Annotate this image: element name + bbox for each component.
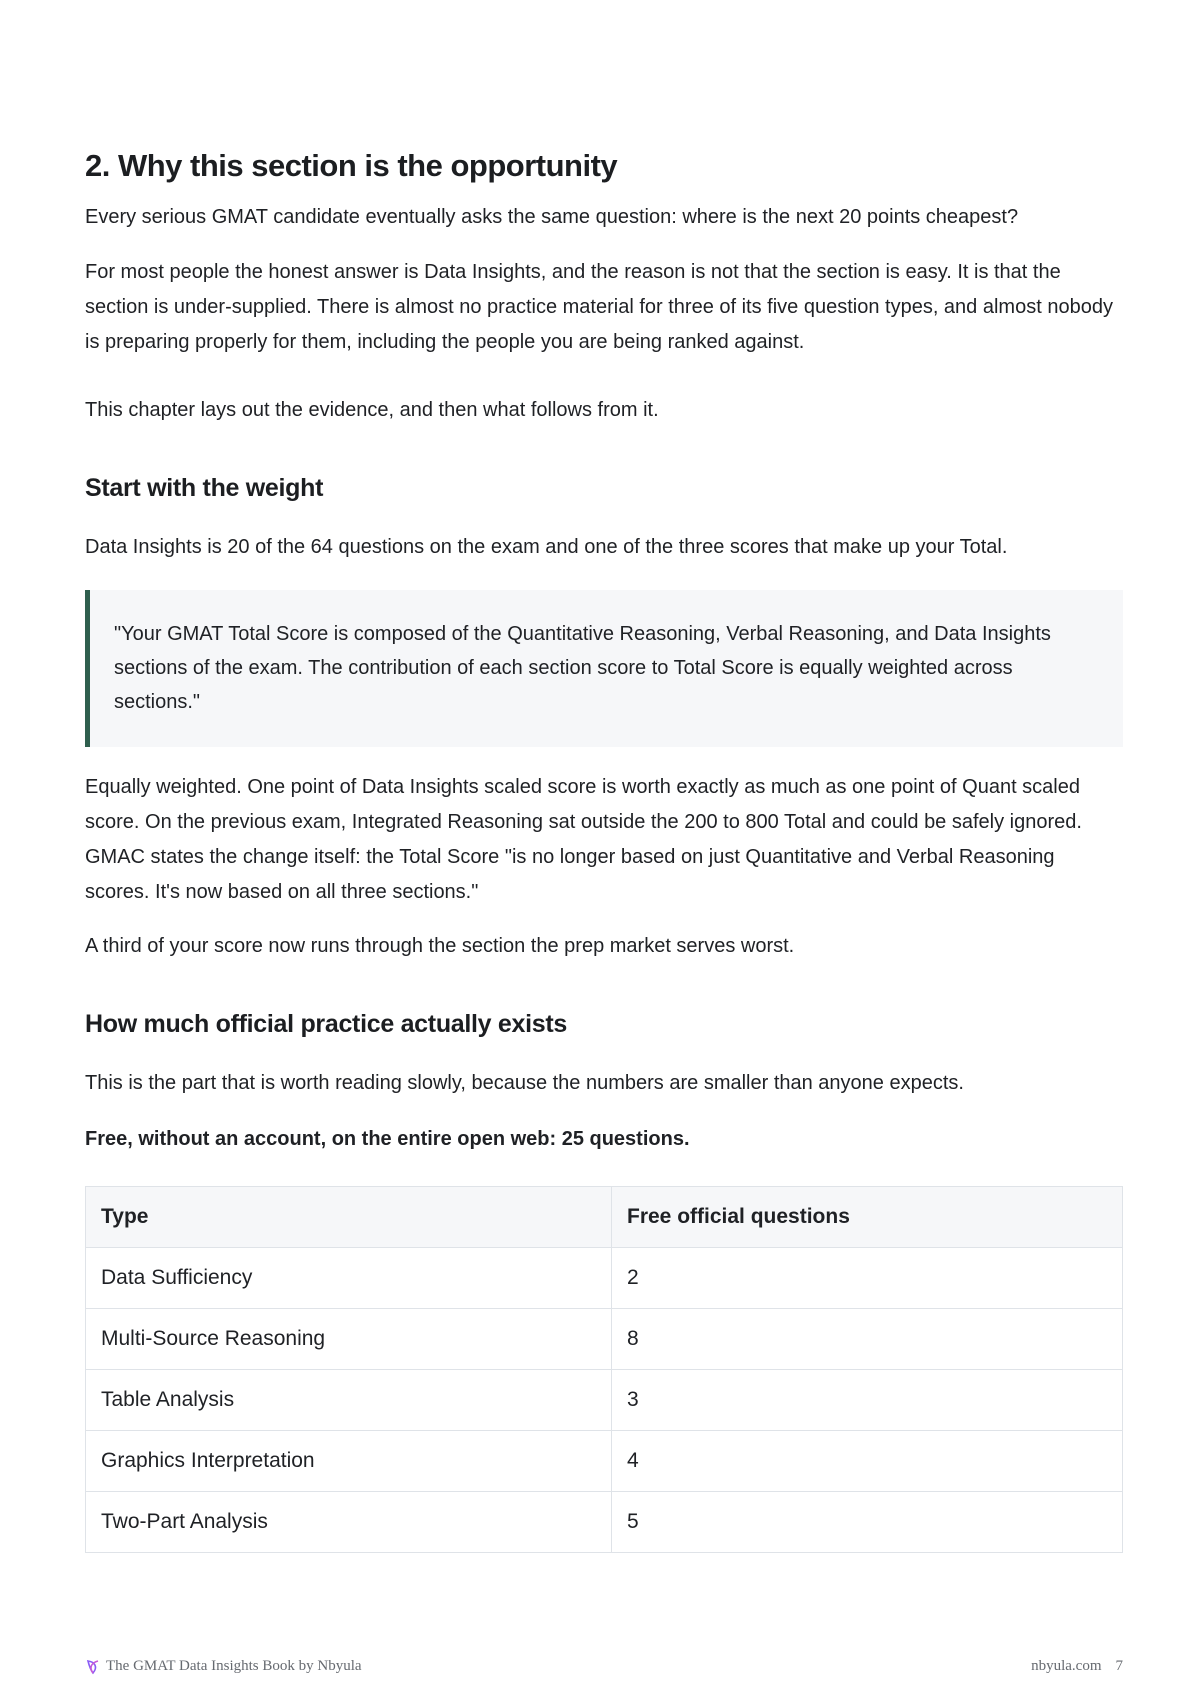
page-number: 7: [1115, 1658, 1123, 1674]
table-cell-count: 2: [612, 1248, 1123, 1309]
table-cell-count: 3: [612, 1370, 1123, 1431]
table-row: [86, 1248, 1123, 1309]
table-cell-count: 4: [612, 1431, 1123, 1492]
free-questions-table: [85, 1186, 1123, 1553]
table-header-row: [86, 1187, 1123, 1248]
table-cell-count: 5: [612, 1492, 1123, 1553]
footer-book-title-text: The GMAT Data Insights Book by Nbyula: [106, 1658, 362, 1674]
table-cell-type: Graphics Interpretation: [86, 1431, 612, 1492]
table-cell-count: 8: [612, 1309, 1123, 1370]
table-cell-type: Two-Part Analysis: [86, 1492, 612, 1553]
intro-paragraph-1: Every serious GMAT candidate eventually asks the same question: where is the next 20 points cheapest?: [85, 206, 1019, 228]
table-cell-type: Data Sufficiency: [86, 1248, 612, 1309]
footer-book-title: [85, 1658, 362, 1675]
numbers-paragraph: This is the part that is worth reading slowly, because the numbers are smaller than anyone expects.: [85, 1072, 964, 1094]
weight-paragraph: Data Insights is 20 of the 64 questions on the exam and one of the three scores that make up your Total.: [85, 536, 1008, 558]
table-cell-type: Table Analysis: [86, 1370, 612, 1431]
table-row: [86, 1309, 1123, 1370]
intro-paragraph-2: For most people the honest answer is Data Insights, and the reason is not that the section is easy. It is that the section is under-supplied. There is almost no practice material for three of its five question types, and almost nobody is preparing properly for them, including the people you are being ranked against.: [85, 261, 1113, 353]
footer-site-page: [1031, 1658, 1123, 1675]
blockquote: "Your GMAT Total Score is composed of the Quantitative Reasoning, Verbal Reasoning, and Data Insights sections of the exam. The contribution of each section score to Total Score is equally weighted across sections.": [85, 590, 1123, 747]
intro-paragraph-3: This chapter lays out the evidence, and then what follows from it.: [85, 399, 659, 421]
section-heading-weight: Start with the weight: [85, 474, 324, 502]
table-row: [86, 1370, 1123, 1431]
section-heading-official-practice: How much official practice actually exists: [85, 1010, 568, 1038]
table-header-count: Free official questions: [612, 1187, 1123, 1248]
free-questions-line: Free, without an account, on the entire open web: 25 questions.: [85, 1128, 690, 1150]
footer-site: nbyula.com: [1031, 1658, 1102, 1674]
equally-weighted-paragraph: Equally weighted. One point of Data Insights scaled score is worth exactly as much as one point of Quant scaled score. On the previous exam, Integrated Reasoning sat outside the 200 to 800 Total and could be safely ignored. GMAC states the change itself: the Total Score "is no longer based on just Quantitative and Verbal Reasoning scores. It's now based on all three sections.": [85, 776, 1082, 903]
table-cell-type: Multi-Source Reasoning: [86, 1309, 612, 1370]
chapter-heading: 2. Why this section is the opportunity: [85, 148, 618, 183]
table-header-type: Type: [86, 1187, 612, 1248]
nbyula-logo-icon: [85, 1659, 101, 1675]
third-of-score-paragraph: A third of your score now runs through the section the prep market serves worst.: [85, 935, 795, 957]
table-row: [86, 1492, 1123, 1553]
table-row: [86, 1431, 1123, 1492]
